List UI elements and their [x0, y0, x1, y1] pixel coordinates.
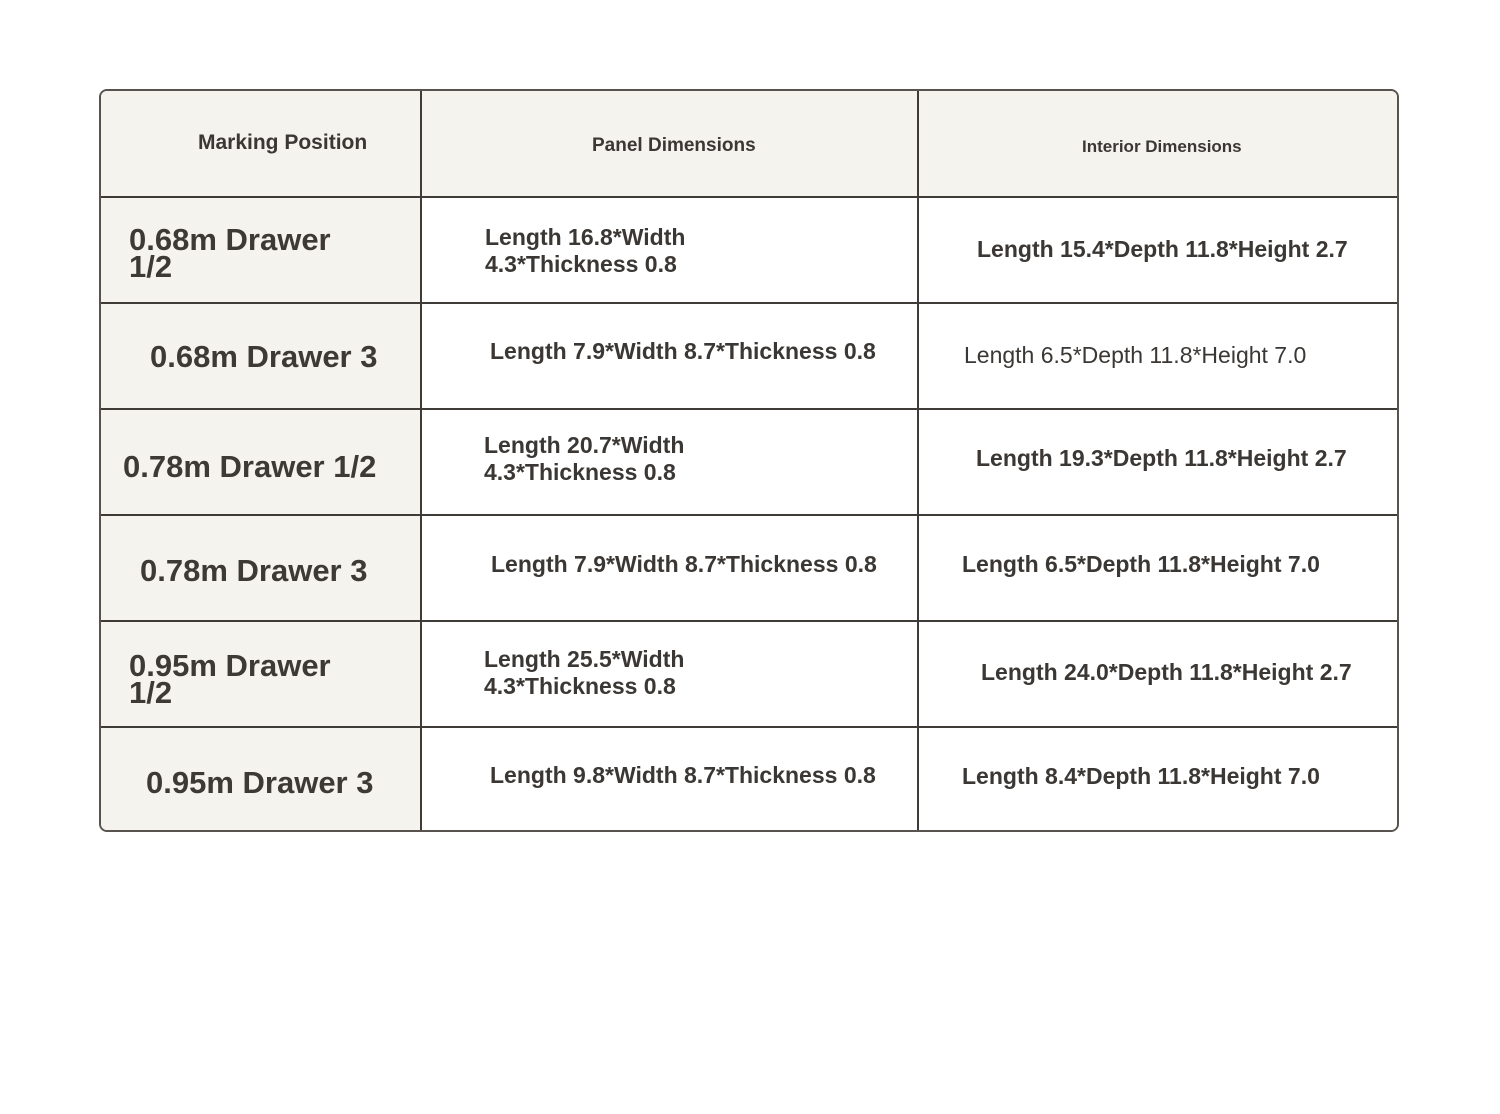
- header-label: Marking Position: [198, 131, 368, 154]
- table-row: [101, 621, 1397, 727]
- dimensions-table: [101, 91, 1397, 832]
- marking-text: 0.95m Drawer 1/2: [129, 648, 331, 710]
- marking-cell: [101, 303, 421, 409]
- marking-cell: [101, 727, 421, 832]
- panel-text: Length 9.8*Width 8.7*Thickness 0.8: [490, 762, 876, 788]
- table-row: [101, 515, 1397, 621]
- panel-text: Length 7.9*Width 8.7*Thickness 0.8: [491, 551, 877, 577]
- marking-text: 0.68m Drawer 1/2: [129, 222, 331, 284]
- marking-cell: [101, 515, 421, 621]
- panel-text: Length 20.7*Width 4.3*Thickness 0.8: [484, 432, 685, 485]
- table-row: [101, 727, 1397, 832]
- table-header-row: [101, 91, 1397, 197]
- header-marking-position: [101, 91, 421, 197]
- interior-text: Length 15.4*Depth 11.8*Height 2.7: [977, 236, 1348, 262]
- marking-text: 0.95m Drawer 3: [146, 765, 374, 800]
- marking-text: 0.68m Drawer 3: [150, 339, 378, 374]
- table-row: [101, 197, 1397, 303]
- panel-text: Length 7.9*Width 8.7*Thickness 0.8: [490, 338, 876, 364]
- marking-cell: [101, 409, 421, 515]
- panel-cell: [421, 727, 918, 832]
- interior-text: Length 8.4*Depth 11.8*Height 7.0: [962, 763, 1320, 789]
- panel-text: Length 16.8*Width 4.3*Thickness 0.8: [485, 224, 686, 277]
- interior-text: Length 6.5*Depth 11.8*Height 7.0: [962, 551, 1320, 577]
- panel-text: Length 25.5*Width 4.3*Thickness 0.8: [484, 646, 685, 699]
- marking-text: 0.78m Drawer 3: [140, 553, 368, 588]
- header-label: Interior Dimensions: [1082, 137, 1242, 156]
- marking-text: 0.78m Drawer 1/2: [123, 449, 377, 484]
- drawer-dimensions-table: [99, 89, 1399, 832]
- interior-cell: [918, 303, 1397, 409]
- marking-cell: [101, 197, 421, 303]
- panel-cell: [421, 621, 918, 727]
- interior-text: Length 24.0*Depth 11.8*Height 2.7: [981, 659, 1352, 685]
- interior-cell: [918, 515, 1397, 621]
- interior-text: Length 6.5*Depth 11.8*Height 7.0: [964, 342, 1307, 368]
- interior-cell: [918, 197, 1397, 303]
- interior-cell: [918, 727, 1397, 832]
- table-row: [101, 409, 1397, 515]
- header-label: Panel Dimensions: [592, 135, 756, 156]
- interior-cell: [918, 409, 1397, 515]
- header-interior-dimensions: [918, 91, 1397, 197]
- panel-cell: [421, 303, 918, 409]
- panel-cell: [421, 197, 918, 303]
- panel-cell: [421, 409, 918, 515]
- table-row: [101, 303, 1397, 409]
- header-panel-dimensions: [421, 91, 918, 197]
- panel-cell: [421, 515, 918, 621]
- interior-cell: [918, 621, 1397, 727]
- interior-text: Length 19.3*Depth 11.8*Height 2.7: [976, 445, 1347, 471]
- marking-cell: [101, 621, 421, 727]
